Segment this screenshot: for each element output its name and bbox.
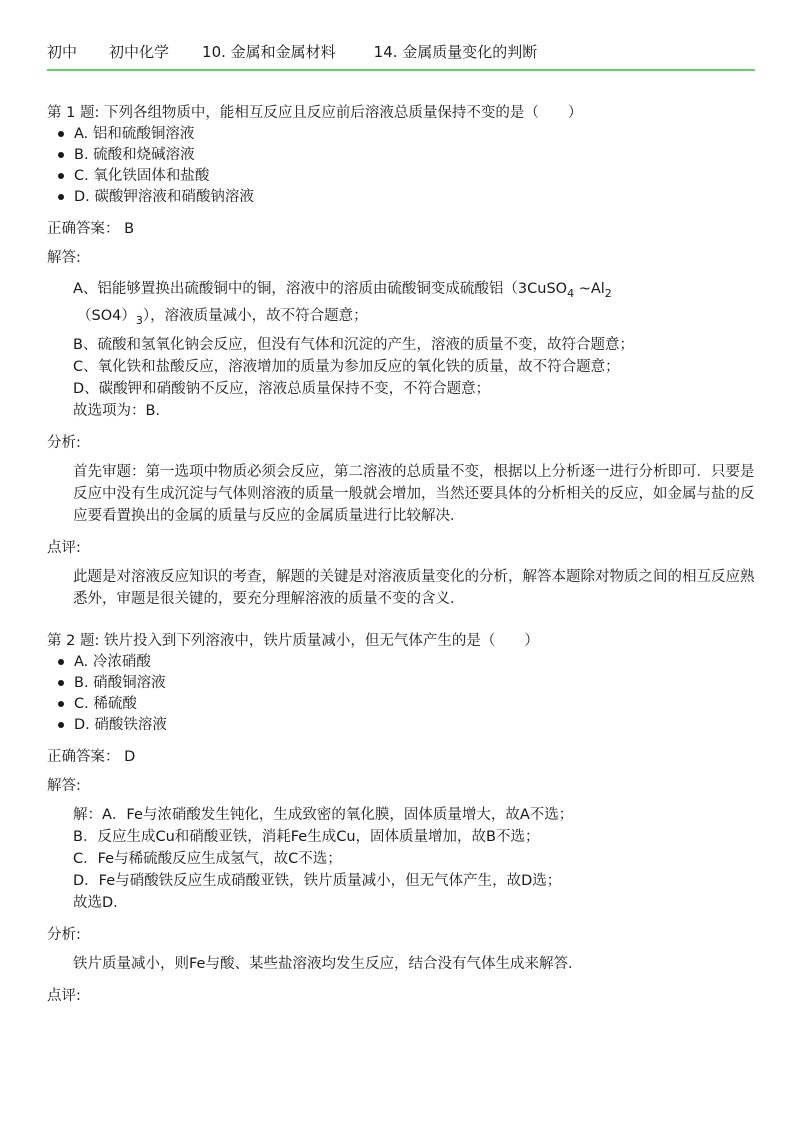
option-d (74, 715, 755, 736)
option-text: A. 铝和硫酸铜溶液 (74, 126, 195, 142)
solution-text (47, 276, 755, 330)
option-text: B. 硫酸和烧碱溶液 (74, 147, 195, 163)
solution-label: 解答: (47, 250, 81, 266)
header-divider (47, 69, 755, 71)
option-b (74, 673, 755, 694)
solution-line: D．Fe与硝酸铁反应生成硝酸亚铁，铁片质量减小，但无气体产生，故D选； (73, 873, 562, 889)
breadcrumb-item-topic[interactable]: 14. 金属质量变化的判断 (373, 42, 538, 61)
option-text: B. 硝酸铜溶液 (74, 675, 166, 691)
question-1 (47, 102, 755, 610)
solution-line: 故选项为：B． (73, 403, 170, 419)
solution-line: 解：A．Fe与浓硝酸发生钝化，生成致密的氧化膜，固体质量增大，故A不选； (73, 807, 574, 823)
bullet-icon (58, 722, 64, 728)
correct-answer (47, 746, 755, 768)
breadcrumb-item-level[interactable]: 初中 (47, 42, 78, 61)
option-a (74, 652, 755, 673)
correct-answer (47, 218, 755, 240)
solution-line: B．反应生成Cu和硝酸亚铁，消耗Fe生成Cu，固体质量增加，故B不选； (73, 829, 540, 845)
answer-value: D (124, 749, 136, 765)
analysis-label: 分析: (47, 927, 81, 943)
answer-label: 正确答案： (47, 749, 120, 765)
bullet-icon (58, 173, 64, 179)
solution-text-cont (47, 334, 755, 422)
solution-label: 解答: (47, 778, 81, 794)
comment-text: 此题是对溶液反应知识的考查，解题的关键是对溶液质量变化的分析，解答本题除对物质之间的相互反应熟悉外，审题是很关键的，要充分理解溶液的质量不变的含义． (73, 569, 755, 607)
solution-line: B、硫酸和氢氧化钠会反应，但没有气体和沉淀的产生，溶液的质量不变，故符合题意； (73, 337, 634, 353)
bullet-icon (58, 131, 64, 137)
option-a (74, 124, 755, 145)
solution-text (47, 804, 755, 914)
breadcrumb (47, 40, 755, 62)
breadcrumb-item-subject[interactable]: 初中化学 (109, 42, 170, 61)
bullet-icon (58, 194, 64, 200)
bullet-icon (58, 701, 64, 707)
option-text: D. 碳酸钾溶液和硝酸钠溶液 (74, 189, 254, 205)
analysis-text: 铁片质量减小，则Fe与酸、某些盐溶液均发生反应，结合没有气体生成来解答． (73, 956, 583, 972)
answer-label: 正确答案： (47, 221, 120, 237)
question-title: 第 1 题: 下列各组物质中，能相互反应且反应前后溶液总质量保持不变的是（ ） (47, 105, 583, 121)
breadcrumb-item-chapter[interactable]: 10. 金属和金属材料 (202, 42, 336, 61)
solution-line: C、氧化铁和盐酸反应，溶液增加的质量为参加反应的氧化铁的质量，故不符合题意； (73, 359, 620, 375)
option-text: D. 硝酸铁溶液 (74, 717, 167, 733)
option-c (74, 694, 755, 715)
question-title: 第 2 题: 铁片投入到下列溶液中，铁片质量减小，但无气体产生的是（ ） (47, 633, 539, 649)
option-text: A. 冷浓硝酸 (74, 654, 151, 670)
solution-line: 故选D． (73, 895, 128, 911)
option-d (74, 187, 755, 208)
option-b (74, 145, 755, 166)
comment-label: 点评: (47, 540, 81, 556)
solution-line: C．Fe与稀硫酸反应生成氢气，故C不选； (73, 851, 342, 867)
comment-label: 点评: (47, 988, 81, 1004)
bullet-icon (58, 659, 64, 665)
option-list (47, 124, 755, 208)
option-text: C. 氧化铁固体和盐酸 (74, 168, 210, 184)
analysis-text: 首先审题：第一选项中物质必须会反应，第二溶液的总质量不变，根据以上分析逐一进行分析即可．只要是反应中没有生成沉淀与气体则溶液的质量一般就会增加，当然还要具体的分析相关的反应，如金属与盐的反应要看置换出的金属的质量与反应的金属质量进行比较解决． (73, 464, 755, 524)
solution-line: A、铝能够置换出硫酸铜中的铜，溶液中的溶质由硫酸铜变成硫酸铝（3CuSO$_4$ $\sim Al_2$ (73, 281, 612, 300)
option-c (74, 166, 755, 187)
answer-value: B (124, 221, 135, 237)
solution-line: $(SO4)_3$），溶液质量减小，故不符合题意； (77, 308, 368, 327)
bullet-icon (58, 152, 64, 158)
solution-line: D、碳酸钾和硝酸钠不反应，溶液总质量保持不变，不符合题意； (73, 381, 491, 397)
bullet-icon (58, 680, 64, 686)
option-list (47, 652, 755, 736)
analysis-label: 分析: (47, 435, 81, 451)
option-text: C. 稀硫酸 (74, 696, 137, 712)
question-list (47, 102, 755, 1007)
question-2 (47, 630, 755, 1007)
